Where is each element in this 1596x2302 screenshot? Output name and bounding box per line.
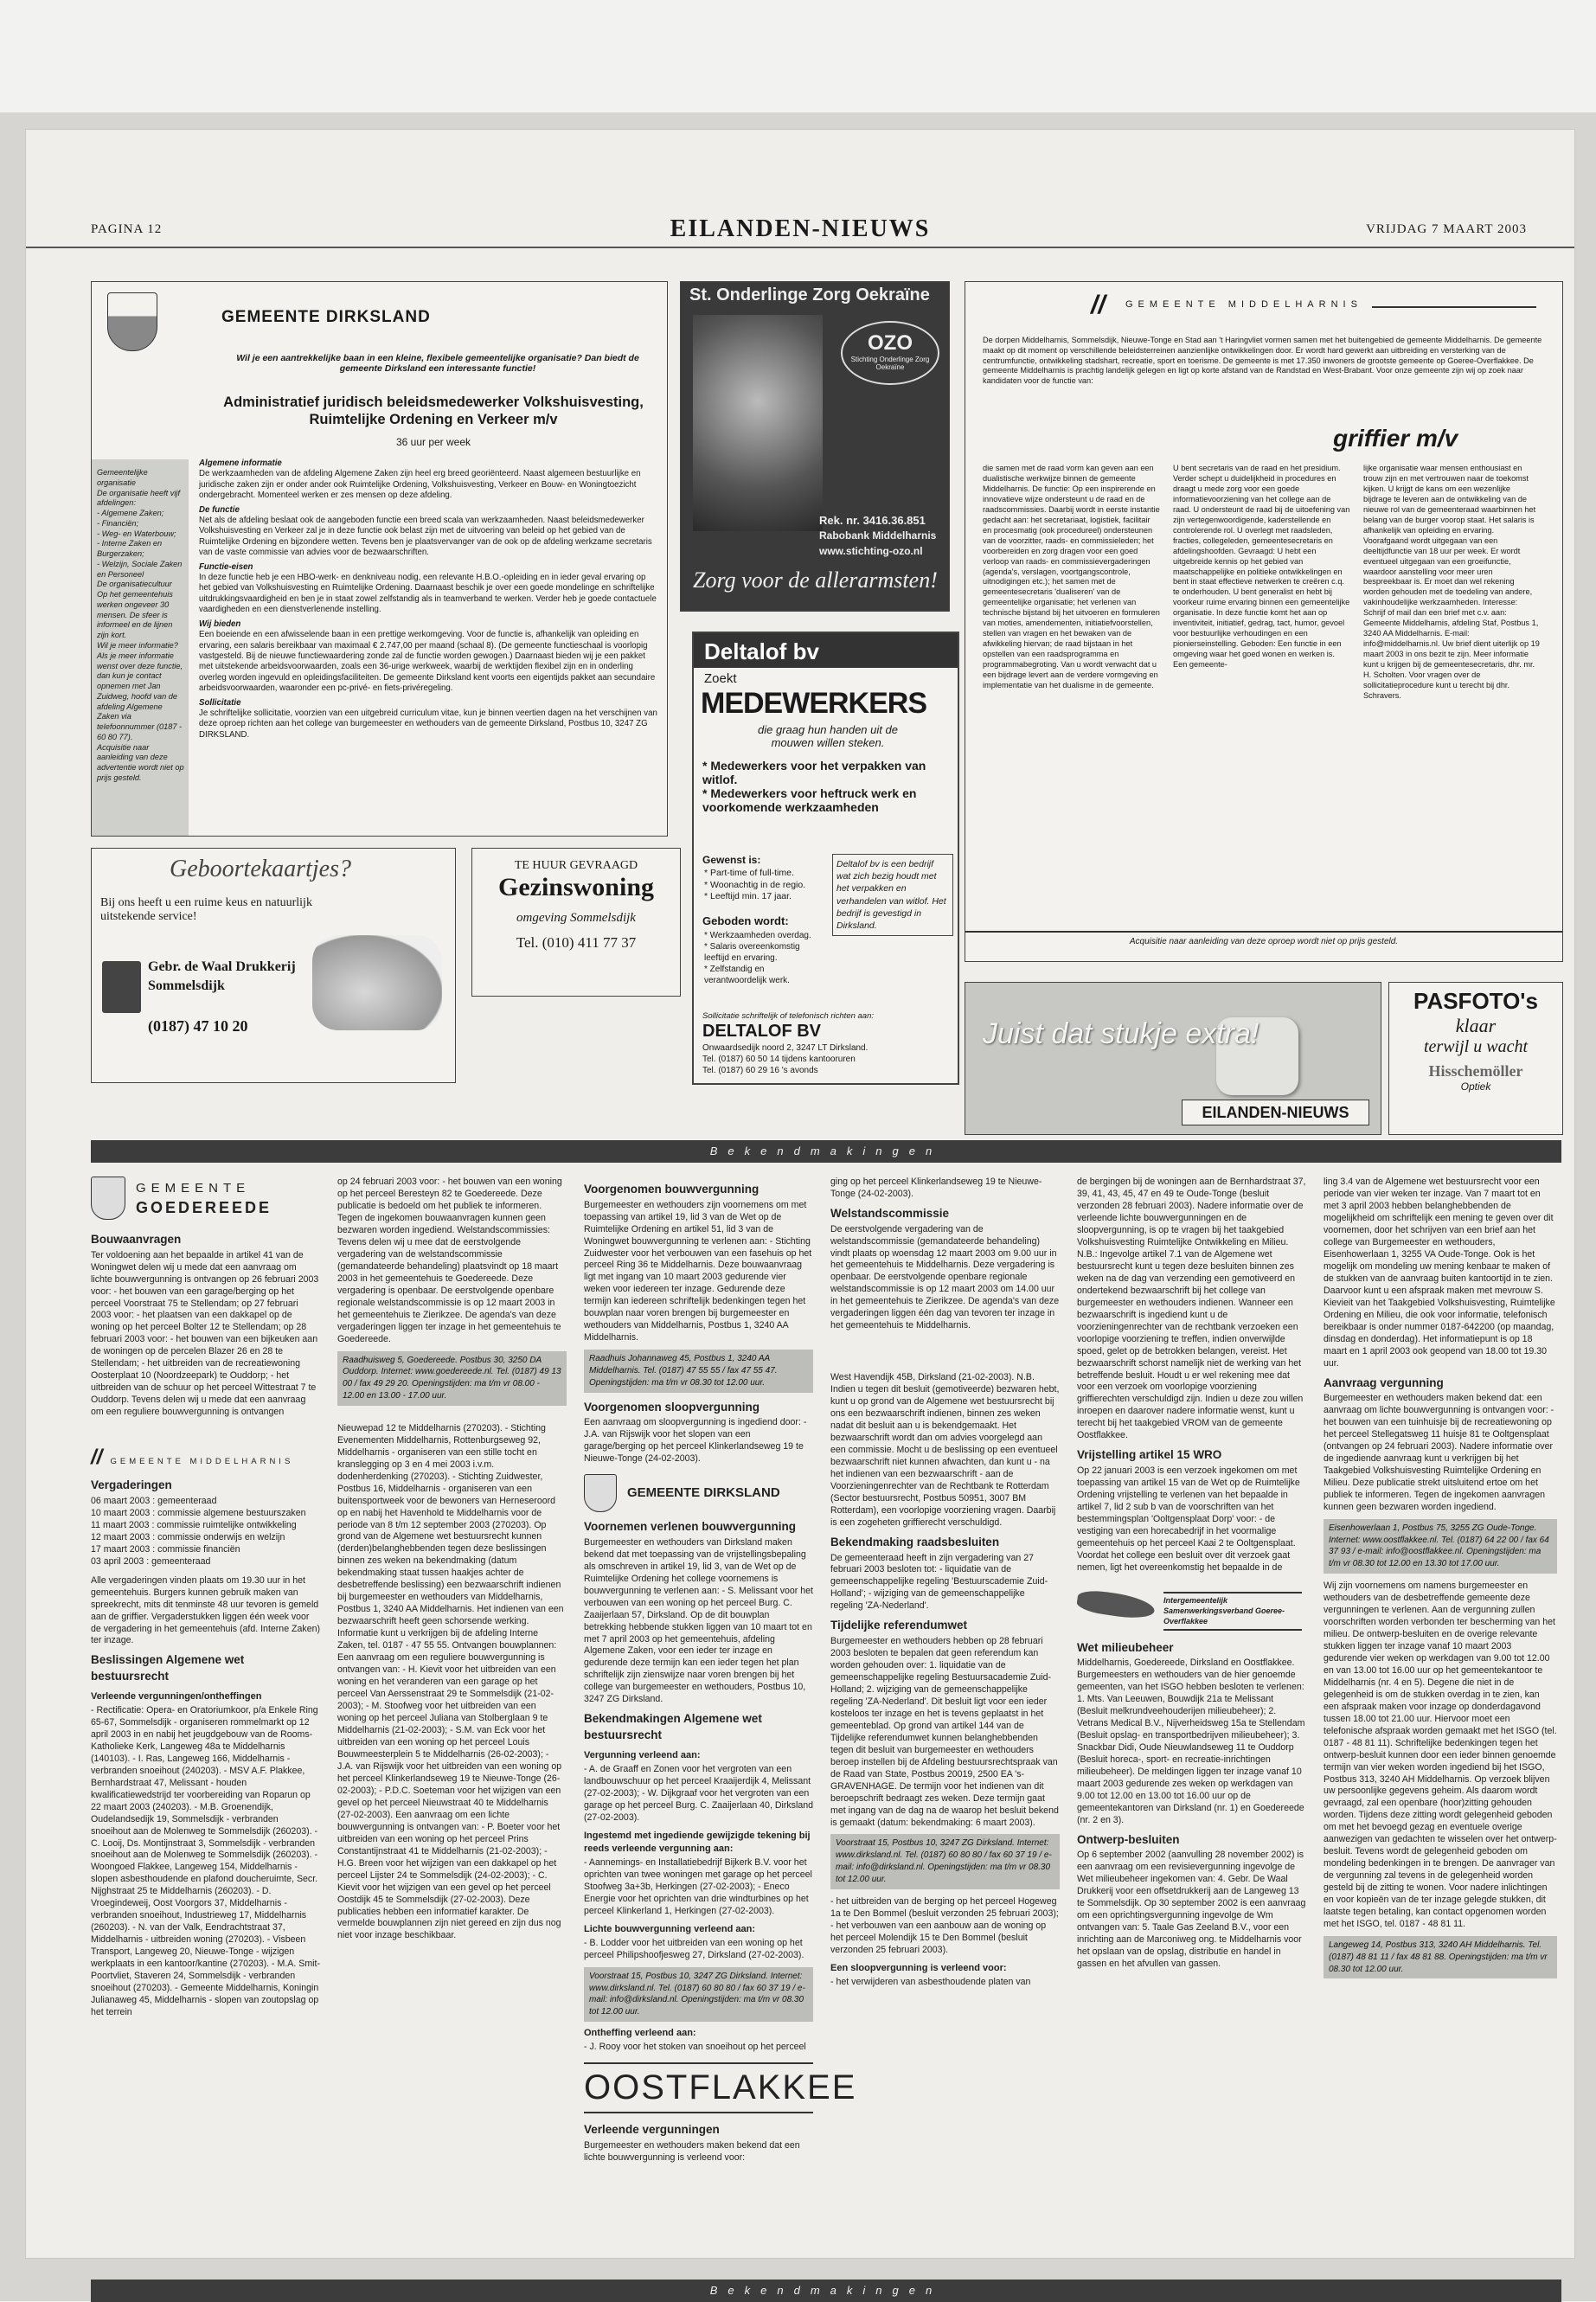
dirksland-coat-of-arms-icon [107,292,157,351]
deltalof-geboden-item: * Salaris overeenkomstig leeftijd en ervaring. [704,942,800,963]
middelharnis-griffier-ad [965,281,1563,962]
deltalof-tel-evening: Tel. (0187) 60 29 16 's avonds [702,1066,818,1075]
middelharnis-acq: Acquisitie naar aanleiding van deze oproep wordt niet op prijs gesteld. [1129,937,1399,946]
c3-heading-4: Bekendmakingen Algemene wet bestuursrecht [584,1712,762,1741]
deltalof-gewenst-item: * Part-time of full-time. [704,868,794,878]
c4-stamp: Voorstraat 15, Postbus 10, 3247 ZG Dirksland. Internet: www.dirksland.nl. Tel. (0187) 60 80 80 / fax 60 37 19 / e-mail: info@dirksland.nl. Openingstijden: ma t/m vr 08.30 tot 12.00 uur. [830,1834,1060,1888]
page-header [26,212,1574,248]
c5-heading-1: Vrijstelling artikel 15 WRO [1077,1448,1222,1462]
baby-photo [312,935,442,1030]
goedereede-col2: op 24 februari 2003 voor: - het bouwen van een woning op het perceel Beresteyn 82 te Goedereede. Deze publicatie is bedoeld om het publiek te informeren. Tegen de ingekomen bouwaanvragen kunnen geen bezwaren worden ingediend. Welstandscommissies: Tevens delen wij u mee dat de eerstvolgende vergadering van de welstandscommissie (gemandateerde behandeling) plaatsvindt op 18 maart 2003 in het gemeentehuis te Goedereede. Deze vergadering is openbaar. De eerstvolgende openbare regionale welstandscommissie is op 12 maart 2003 in het gemeentehuis te Zierikzee. De agenda's van deze vergaderingen liggen ter inzage in het gemeentehuis te Goedereede. [337,1177,562,1344]
dirksland-section-text: Net als de afdeling beslaat ook de aangeboden functie een breed scala van werkzaamheden. Naast beleidsmedewerker Volkshuisvesting en Verkeer zal je in deze functie ook belast zijn met de uitvoering van beleid op het gebied van de Ruimtelijke Ordening en bijzondere wetten. Tevens ben je plaatsvervanger van de ook op de afdeling werkzame secretaris van de vaste commissie van advies voor de bezwaarschriften. [199,516,652,558]
dirksland-sidebar-line: - Algemene Zaken; [97,509,164,518]
pasfoto-company: Hisschemöller [1428,1062,1523,1080]
deltalof-geboden-title: Geboden wordt: [702,914,789,927]
deltalof-ad [692,632,959,1085]
col-6 [1324,1177,1557,1978]
ozo-slogan: Zorg voor de allerarmsten! [693,567,938,593]
dirksland-bek-logo [584,1474,813,1514]
puzzle-text: Juist dat stukje extra! [983,1017,1259,1050]
ozo-bank: Rek. nr. 3416.36.851 [819,514,926,527]
dirksland-sidebar-line: De organisatie heeft vijf afdelingen: [97,488,181,508]
ozo-web[interactable]: www.stichting-ozo.nl [819,545,923,557]
gezinswoning-title: Gezinswoning [497,873,655,901]
col-4 [830,1177,1060,1994]
ozo-logo [841,321,939,385]
deltalof-gewenst [704,868,825,903]
c3-text-7: - B. Lodder voor het uitbreiden van een woning op het perceel Philipshoofjesweg 27, Dirksland (27-02-2003). [584,1937,804,1960]
deltalof-geboden-item: * Werkzaamheden overdag. [704,931,811,940]
dirksland-sidebar-line: De organisatiecultuur [97,580,172,589]
middelharnis-bek-logo [91,1443,320,1472]
dirksland-sidebar-line: - Financiën; [97,518,139,528]
vergunningen-heading: Verleende vergunningen/ontheffingen [91,1690,262,1702]
ozo-logo-text: OZO [868,331,913,355]
goedereede-arms-icon [91,1177,125,1220]
c4-text-2: West Havendijk 45B, Dirksland (21-02-2003). N.B. Indien u tegen dit besluit (gemotiveerde) bezwaren hebt, kunt u op grond van de Algemene wet bestuursrecht bij ons een bezwaarschrift indienen, binnen zes weken nadat dit besluit aan u is bekendgemaakt. Het bezwaarschrift wordt dan om advies voorgelegd aan een commissie. Mocht u de beslissing op een eventueel bezwaarschrift niet kunnen afwachten, dan kunt u - na het indienen van een bezwaarschrift - aan de Voorzieningenrechter van de Rechtbank te Rotterdam (Sector bestuursrecht, Postbus 50951, 3007 BM Rotterdam), een voorlopige voorziening vragen. Daarbij is een zogeheten griffierecht verschuldigd. [830,1372,1060,1528]
gezinswoning-sub: omgeving Sommelsdijk [516,911,636,925]
pasfoto-sub: Optiek [1460,1080,1491,1093]
c3-heading-9: Verleende vergunningen [584,2123,720,2137]
geboorte-company: Gebr. de Waal Drukkerij [148,959,296,974]
c6-stamp-2: Langeweg 14, Postbus 313, 3240 AH Middelharnis. Tel. (0187) 48 81 11 / fax 48 81 88. Openingstijden: ma t/m vr 08.30 tot 12.00 uur. [1324,1936,1557,1978]
dirksland-section-heading: De functie [199,504,240,515]
page-number: PAGINA 12 [91,222,163,236]
geboorte-ad [91,848,456,1083]
ozo-bank-name: Rabobank Middelharnis [819,529,937,542]
isgo-logo-text: Intergemeentelijk Samenwerkingsverband Goeree-Overflakkee [1163,1592,1302,1631]
c3-heading-5: Vergunning verleend aan: [584,1749,701,1760]
deltalof-company: DELTALOF BV [702,1022,822,1041]
vergunningen-list: - Rectificatie: Opera- en Oratoriumkoor, p/a Enkele Ring 65-67, Sommelsdijk - organiseren rommelmarkt op 12 april 2003 in en nabij het jeugdgebouw van de Rooms-Katholieke Kerk, Langeweg 48a te Middelharnis (140103). - I. Ras, Langeweg 166, Middelharnis - verbranden snoeihout (240203). - MSV A.F. Plakkee, Bernhardstraat 47, Melissant - houden kwalificatiewedstrijd ter voorbereiding van Roparun op 22 maart 2003 (240203). - M.B. Groenendijk, Oudelandsedijk 19, Sommelsdijk - verbranden snoeihout aan de Molenweg te Sommelsdijk (260203). - C. Looij, Ds. Montijnstraat 3, Sommelsdijk - verbranden snoeihout aan de Molenweg te Sommelsdijk (260203). - Woongoed Flakkee, Langeweg 154, Middelharnis - slopen asbesthoudende en plafond doucheruimte, Secr. Nijghstraat 25 te Middelharnis (260203). - D. Vroegindeweij, Oost Voorgors 37, Middelharnis - verbranden snoeihout, Industrieweg 17, Middelharnis (260203). - N. van der Valk, Eendrachtstraat 37, Middelharnis - uitbreiden woning (270203). - Visbeen Transport, Langeweg 20, Nieuwe-Tonge - wijzigen werkplaats in een kantoor/kantine (270203). - M.A. Smit-Poortvliet, Staveren 24, Sommelsdijk - verbranden snoeihout (270203). - Gemeente Middelharnis, Koningin Julianaweg 45, Middelharnis - slopen van zoutopslag op het terrein [91,1704,320,2018]
deltalof-bullet: * Medewerkers voor heftruck werk en voorkomende werkzaamheden [702,786,917,815]
middelharnis-logo-mark-icon: // [1091,291,1106,319]
c3-text-8: - J. Rooy voor het stoken van snoeihout op het perceel [584,2042,806,2053]
newspaper-masthead: EILANDEN-NIEUWS [670,215,931,242]
dirksland-body [199,455,657,741]
c6-text-2: Wij zijn voornemens om namens burgemeester en wethouders van de desbetreffende gemeente deze vergunningen te verlenen. Aan de vergunning zullen voorschriften worden verbonden ter bescherming van het milieu. De ontwerp-besluiten en de overige relevante stukken liggen ter inzage vanaf 10 maart 2003 gedurende vier weken op werkdagen van 9.00 tot 12.00 en van 13.00 tot 16.00 uur op het gemeentekantoor te Middelharnis (nr. 4 en 5). Degene die niet in de gelegenheid is om de stukken overdag in te zien, kan een afspraak maken voor inzage op donderdagavond tussen 18.00 tot 21.00 uur. Hiervoor moet een telefonische afspraak worden gemaakt met het ISGO (tel. 0187 - 48 81 11). Schriftelijke bedenkingen tegen het ontwerp-besluit kunnen door een ieder binnen genoemde termijn van vier weken worden ingediend bij het ISGO, Postbus 313, 3240 AH Middelharnis. Op verzoek blijven uw persoonlijke gegevens geheim. Als daarom wordt gevraagd, zal een openbare (hoor)zitting gehouden worden. Tijdens deze zitting wordt gelegenheid geboden om met het bevoegd gezag en eventuele overige aanwezigen van gedachten te wisselen over het ontwerp-besluit. Tevens wordt de gelegenheid geboden om mondeling bedenkingen in te brengen. De aanvrager van de vergunning zal tevens in de gelegenheid worden gesteld bij de zitting te wonen. Voor nadere inlichtingen en voor kopieën van de ter inzage gelegde stukken, dit laatste tegen betaling, kan contact opgenomen worden met het ISGO, tel. 0187 - 48 81 11. [1324,1581,1557,1930]
geboorte-tel: (0187) 47 10 20 [148,1017,248,1035]
isgo-logo [1077,1581,1306,1633]
c4-heading-4: Tijdelijke referendumwet [830,1619,968,1632]
c5-text-1: Op 22 januari 2003 is een verzoek ingekomen om met toepassing van artikel 15 van de Wet op de Ruimtelijke Ordening vrijstelling te verlenen van het bepaalde in artikel 7, lid 2 sub b van de voorschriften van het bestemmingsplan 'Ooltgensplaat Dorp' voor: - de vestiging van een horecabedrijf in het voormalige gemeentehuis op het perceel Kaai 2 te Ooltgensplaat. Voordat het college een besluit over dit verzoek gaat nemen, ligt het overeenkomstig het bepaalde in de [1077,1465,1300,1573]
c4-heading-1: Welstandscommissie [830,1206,950,1220]
deltalof-zoekt: Zoekt [704,671,737,686]
c3-stamp: Raadhuis Johannaweg 45, Postbus 1, 3240 AA Middelharnis. Tel. (0187) 47 55 55 / fax 47 55 47. Openingstijden: ma t/m vr 08.30 tot 12.00 uur. [584,1350,813,1392]
dirksland-section-text: In deze functie heb je een HBO-werk- en denkniveau nodig, een relevante H.B.O.-opleiding en in ieder geval ervaring op het gebied van Volkshuisvesting en Ruimtelijke Ordening. Daarnaast beschik je over een goede mondelinge en schriftelijke uitdrukkingsvaardigheid en ben je in staat zowel zelfstandig als in teamverband te werken. Verder heb je goede contactuele vaardigheden en een dienstverlenende instelling. [199,573,657,615]
dirksland-section-heading: Algemene informatie [199,458,282,468]
pasfoto-l2: terwijl u wacht [1424,1037,1528,1056]
gezinswoning-top: TE HUUR GEVRAAGD [514,859,638,872]
c3-text-9: Burgemeester en wethouders maken bekend dat een lichte bouwvergunning is verleend voor: [584,2140,800,2163]
c6-text-0: ling 3.4 van de Algemene wet bestuursrecht voor een periode van vier weken ter inzage. Van 7 maart tot en met 3 april 2003 hebben belanghebbenden de mogelijkheid om schriftelijk een mening te geven over dit voornemen, door het schrijven van een brief aan het college van Burgemeester en wethouders, Eisenhowerlaan 1, 3255 VA Oude-Tonge. Ook is het mogelijk om mondeling uw mening kenbaar te maken of de stukken van de aanvraag buiten kantoortijd in te zien. Daarvoor kunt u een afspraak maken met mevrouw S. Kievieit van het Taakgebied Volkshuisvesting, Ruimtelijke Ordening en Milieu, die ook voor informatie, telefonisch bereikbaar is onder nummer 0187-642200 (op maandag, dinsdag en donderdag). Het informatiepunt is op 18 maart en 1 april 2003 ook geopend van 18.00 tot 19.30 uur. [1324,1177,1555,1369]
middelharnis-col3: lijke organisatie waar mensen enthousiast en trouw zijn en met vertrouwen naar de toekomst kijken. U krijgt de kans om een wezenlijke bijdrage te leveren aan de ontwikkeling van de nieuwe rol van de gemeenteraad waarbinnen het belang van de burger voorop staat. Het salaris is afhankelijk van opleiding en ervaring. Voorafgaand wordt uitgegaan van een deeltijdfunctie van 18 uur per week. Er wordt eventueel uitgegaan van een groeifunctie, waardoor aanstelling voor meer uren bespreekbaar is. Er moet dan wel rekening worden gehouden met de toedeling van andere, vakinhoudelijke werkzaamheden. Interesse: Schrijf of mail dan een brief met c.v. aan: Gemeente Middelharnis, afdeling Staf, Postbus 1, 3240 AA Middelharnis. E-mail: info@middelharnis.nl. Uw brief dient uiterlijk op 19 maart 2003 in ons bezit te zijn. Meer informatie kunt u krijgen bij de gemeentesecretaris, dhr. mr. H. Scholten. Voor vragen over de sollicitatieprocedure kunt u terecht bij dhr. Schravers. [1363,464,1540,700]
gezinswoning-tel: Tel. (010) 411 77 37 [516,934,637,951]
awb-heading: Beslissingen Algemene wet bestuursrecht [91,1653,245,1683]
deltalof-gewenst-title: Gewenst is: [702,854,761,866]
c5-text-2: Middelharnis, Goedereede, Dirksland en Oostflakkee. Burgemeesters en wethouders van de hier genoemde gemeenten, van het ISGO hebben besloten te verlenen: 1. Mts. Van Leeuwen, Bouwdijk 21a te Melissant (Besluit melkrundveehouderijen milieubeheer); 2. Vetrans Medical B.V., Nijverheidsweg 15a te Stellendam (Besluit opslag- en transportbedrijven milieubeheer); 3. Snackbar Didi, Oude Nieuwlandseweg 11 te Ouddorp (Besluit horeca-, sport- en recreatie-inrichtingen milieubeheer). De meldingen liggen ter inzage vanaf 10 maart 2003 gedurende zes weken op werkdagen van 9.00 tot 12.00 en 13.00 tot 16.00 uur op de gemeentekantoren van Dirksland (nr. 1) en Goedereede (nr. 2 en 3). [1077,1658,1305,1825]
dirksland-job-ad [91,281,668,837]
meeting-item: 10 maart 2003 : commissie algemene bestuurszaken [91,1507,306,1518]
deltalof-tel: Tel. (0187) 60 50 14 tijdens kantooruren [702,1055,856,1064]
deltalof-big: MEDEWERKERS [701,687,927,720]
ozo-logo-sub: Stichting Onderlinge Zorg Oekraïne [850,356,930,371]
dirksland-sidebar-text [97,468,185,784]
middelharnis-col1: die samen met de raad vorm kan geven aan een dualistische werkwijze binnen de gemeente Middelharnis. De functie: Op een inspirerende en innovatieve wijze ondersteunt u de raad en de raadscommissies. Daarbij wordt in eerste instantie gedacht aan: het secretariaat, logistiek, facilitair en procesmatig (ook procedureel) ondersteunen van de voorzitter, raads- en commissieleden; het voorbereiden en zorg dragen voor een goed verloop van raads- en commissievergaderingen (agenda's, verslagen, voortgangscontrole, uitnodigingen etc.); het samen met de gemeentesecretaris 'dualiseren' van de gemeentelijke organisatie; het verlenen van technische bijstand bij het uitvoeren en formuleren van moties, amendementen, initiatiefvoorstellen, stellen van vragen en het bewaken van de afwikkeling hiervan; de raad bijstaan in het opstellen van een raadsprogramma en programmabegroting. Van u wordt verwacht dat u een bijdrage levert aan de verdere vormgeving en implementatie van het dualisme in de gemeente. [983,464,1160,690]
dirksland-section-text: Een boeiende en een afwisselende baan in een prettige werkomgeving. Voor de functie is, afhankelijk van opleiding en ervaring, een salaris bereikbaar van maximaal € 2.747,00 per maand (schaal 8). (De gemeente functieschaal is voorlopig vastgesteld. Bij de nieuwe functiewaardering zonde zal de functie worden gewogen.) Daarnaast bieden wij je een pakket met uitstekende arbeidsvoorwaarden, zoals een 36-urige werkweek, waarbij de werktijden flexibel zijn en in onderling overleg worden ingevuld en opleidingsfaciliteiten. De gemeente Dirksland kent voorts een eigentijds pakket aan secundaire arbeidsvoorwaarden, waaronder een pc-privé- en fiets-privéregeling. [199,630,656,694]
issue-date: VRIJDAG 7 MAART 2003 [1366,222,1527,236]
deltalof-geboden [704,930,825,986]
c4-text-3: De gemeenteraad heeft in zijn vergadering van 27 februari 2003 besloten tot: - liquidatie van de gemeenschappelijke regeling 'Bestuurscademie Zuid-Holland'; - wijziging van de gemeenschappelijke regeling 'ZA-Nederland'. [830,1552,1048,1612]
dirksland-bek-arms-icon [584,1474,617,1512]
bekendmakingen-banner-bottom: Bekendmakingen [91,2280,1561,2302]
dirksland-sidebar-line: Op het gemeentehuis werken ongeveer 30 mensen. De sfeer is informeel en de lijnen zijn kort. [97,590,173,640]
bekendmakingen-banner-top: Bekendmakingen [91,1140,1561,1163]
middelharnis-job: griffier m/v [1333,425,1458,452]
c3-text-1: Burgemeester en wethouders zijn voornemens om met toepassing van artikel 19, lid 3 van de Wet op de Ruimtelijke Ordening en artikel 51, lid 3 van de Woningwet bouwvergunning te verlenen aan: - Stichting Zuidwester voor het verbouwen van een fasehuis op het perceel Ring 36 te Middelharnis. Deze bouwaanvraag ligt met ingang van 10 maart 2003 gedurende vier weken voor iedereen ter inzage. Gedurende deze termijn kan iedereen schriftelijk bedenkingen tegen het bouwplan naar voren brengen bij burgemeester en wethouders van Middelharnis, Postbus 1, 3240 AA Middelharnis. [584,1199,812,1343]
c5-heading-2: Wet milieubeheer [1077,1640,1174,1654]
drukkerij-logo-icon [102,961,141,1013]
c6-text-1: Burgemeester en wethouders maken bekend dat: een aanvraag om lichte bouwvergunning is ontvangen voor: - het bouwen van een tuinhuisje bij de recreatiewoning op het perceel Stellegatsweg 11 huisje 81 te Ooltgensplaat (ontvangen op 24 februari 2003). Nadere informatie over de ingediende aanvraag kunt u verkrijgen bij het Taakgebied Volkshuisvesting Ruimtelijke Ordening en Milieu. Deze publicatie strekt uitsluitend ertoe om het publiek te informeren. Tegen de ingekomen aanvragen kunnen geen bezwaren worden ingediend. [1324,1393,1554,1512]
middelharnis-bek-mark-icon: // [91,1446,103,1470]
middelharnis-bek-col2: Nieuwepad 12 te Middelharnis (270203). - Stichting Evenementen Middelharnis, Rottenburgseweg 92, Middelharnis - organiseren van een stille tocht en kranslegging op 3 en 4 mei 2003 i.v.m. dodenherdenking (270203). - Stichting Zuidwester, Postbus 16, Middelharnis - organiseren van een buitensportweek voor de bewoners van Herneseroord op en nabij het Havenhold te Middelharnis voor de periode van 8 t/m 12 september 2003 (270203). Op grond van de Algemene wet bestuursrecht kunnen (derden)belanghebbenden tegen deze beslissingen binnen zes weken na bekendmaking (datum bekendmaking staat tussen haakjes achter de desbetreffende beslissing) een bezwaarschrift indienen bij burgemeester en wethouders van Middelharnis, Postbus 1, 3240 AA Middelharnis. Het indienen van een bezwaarschrift heeft geen schorsende werking. Informatie kunt u verkrijgen bij de afdeling Interne Zaken, tel. 0187 - 47 55 55. Ontvangen bouwplannen: Een aanvraag om een reguliere bouwvergunning is ontvangen van: - H. Kievit voor het uitbreiden van een woning en het veranderen van een garage op het perceel Van Aerssenstraat 29 te Sommelsdijk (21-02-2003); - M. Stoofweg voor het uitbreiden van een woning op het perceel Juliana van Stolberglaan 9 te Middelharnis (21-02-2003); - S.M. van Eck voor het uitbreiden van een woning op het perceel Louis Bouwmeesterplein 5 te Middelharnis (26-02-2003); - J.A. van Rijswijk voor het uitbreiden van een woning op het perceel Klinkerlandseweg 19 te Nieuwe-Tonge (26-02-2003); - P.D.C. Soeteman voor het wijzigen van een gevel op het perceel Nieuwstraat 40 te Middelharnis (27-02-2003). Een aanvraag om een lichte bouwvergunning is ontvangen van: - P. Boeter voor het uitbreiden van een woning op het perceel Prins Constantijnstraat 41 te Middelharnis (21-02-2003); - H.G. Breen voor het wijzigen van een dakkapel op het perceel Lijster 24 te Sommelsdijk (24-02-2003); - C. Kievit voor het wijzigen van een gevel op het perceel Oostdijk 45 te Sommelsdijk (27-02-2003). Deze publicaties hebben een informatief karakter. De vermelde bouwplannen zijn niet gereed en zijn dus nog niet voor inzage beschikbaar. [337,1422,564,1941]
geboorte-place: Sommelsdijk [148,978,225,993]
goedereede-logo-name: GOEDEREEDE [136,1199,272,1216]
middelharnis-col2: U bent secretaris van de raad en het presidium. Verder schept u duidelijkheid in procedures en draagt u mede zorg voor een goede informatievoorziening van het college aan de raad. U ondersteunt de raad bij de uitoefening van zijn vertegenwoordigende, kaderstellende en controlerende rol. U overlegt met raadsleden, fracties, collegeleden, gemeentesecretaris en afdelingshoofden. Gevraagd: U hebt een uitgebreide kennis op het gebied van maatschappelijke en politieke ontwikkelingen en bent in staat effectieve netwerken te creëren c.q. te onderhouden. U bent generalist en hebt bij voorkeur ruime ervaring binnen een gemeentelijke organisatie. In deze functie komt het aan op inventiviteit, initiatief, gedrag, tact, humor, gevoel voor bestuurlijke verhoudingen en een pionierseinstelling. Geboden: Een functie in een omgeving waar het goed wonen en werken is. Een gemeente- [1173,464,1350,670]
pasfoto-title: PASFOTO's [1413,988,1538,1014]
c3-heading-6: Ingestemd met ingediende gewijzigde tekening bij reeds verleende vergunning aan: [584,1830,811,1854]
meeting-item: 06 maart 2003 : gemeenteraad [91,1495,217,1506]
meeting-item: 03 april 2003 : gemeenteraad [91,1555,211,1567]
dirksland-hours: 36 uur per week [395,436,471,448]
dirksland-sidebar-line: - Welzijn, Sociale Zaken en Personeel [97,559,183,579]
geboorte-title: Geboortekaartjes? [170,856,351,882]
meeting-item: 12 maart 2003 : commissie onderwijs en welzijn [91,1531,285,1542]
goedereede-heading: Bouwaanvragen [91,1233,182,1246]
c4-text-0: ging op het perceel Klinkerlandseweg 19 te Nieuwe-Tonge (24-02-2003). [830,1177,1042,1199]
newspaper-page [26,130,1574,2297]
c3-text-6: - Aannemings- en Installatiebedrijf Bijkerk B.V. voor het oprichten van twee woningen met garage op het perceel Stoofweg 3a+3b, Herkingen (27-02-2003); - Eneco Energie voor het oprichten van drie windturbines op het perceel Klinkerland 1, Herkingen (27-02-2003). [584,1856,812,1916]
dirksland-sidebar-line: Gemeentelijke organisatie [97,468,148,487]
gezinswoning-ad [471,848,681,997]
dirksland-section-heading: Sollicitatie [199,697,241,708]
c3-heading-2: Voorgenomen sloopvergunning [584,1400,760,1414]
puzzle-ad [965,982,1381,1135]
vergaderingen-heading: Vergaderingen [91,1478,172,1492]
pasfoto-l1: klaar [1455,1015,1497,1036]
dirksland-sidebar-line: - Interne Zaken en Burgerzaken; [97,539,163,559]
col-goedereede [91,1177,320,2024]
ozo-title: St. Onderlinge Zorg Oekraïne [689,285,930,305]
dirksland-section-heading: Functie-eisen [199,561,253,572]
c3-heading-1: Voorgenomen bouwvergunning [584,1183,760,1196]
deltalof-apply: Sollicitatie schriftelijk of telefonisch richten aan: [702,1011,875,1021]
c3-text-3: Burgemeester en wethouders van Dirksland maken bekend dat met toepassing van de vrijstellingsbepaling als omschreven in artikel 19, lid 3, van de Wet op de Ruimtelijke Ordening het college voornemens is bouwvergunning te verlenen aan: - S. Melissant voor het verbouwen van een woning op het perceel Burg. C. Zaaijerlaan 57, Dirksland. Op de dit bouwplan betrekking hebbende stukken liggen van 10 maart tot en met 7 april 2003 op het gemeentehuis, afdeling Algemene Zaken, voor een ieder ter inzage en gedurende deze termijn kan een ieder tegen het plan schriftelijk zijn zienswijze naar voren brengen bij het college van burgemeester en wethouders, Postbus 10, 3247 ZG Dirksland. [584,1536,813,1705]
deltalof-address: Onwaardsedijk noord 2, 3247 LT Dirksland. [702,1043,869,1053]
deltalof-name: Deltalof bv [704,638,819,664]
deltalof-gewenst-item: * Leeftijd min. 17 jaar. [704,891,792,902]
c4-text-5: - het uitbreiden van de berging op het perceel Hogeweg 1a te Den Bommel (besluit verzonden 25 februari 2003); - het verbouwen van een aanbouw aan de woning op het perceel Molendijk 15 te Den Bommel (besluit verzonden 25 februari 2003). [830,1895,1059,1955]
meeting-item: 11 maart 2003 : commissie ruimtelijke ontwikkeling [91,1519,297,1530]
dirksland-section-heading: Wij bieden [199,619,241,629]
middelharnis-logo: GEMEENTE MIDDELHARNIS [1125,299,1362,310]
col-2 [337,1177,567,1947]
col-5 [1077,1177,1306,1976]
middelharnis-acq-band [965,931,1562,933]
deltalof-sub: die graag hun handen uit de mouwen willen steken. [758,723,898,749]
c4-heading-6: Een sloopvergunning is verleend voor: [830,1962,1007,1973]
island-map-icon [1076,1588,1157,1621]
meeting-item: 17 maart 2003 : commissie financiën [91,1543,240,1555]
vergaderingen-list [91,1496,320,1568]
c4-text-6: - het verwijderen van asbesthoudende platen van [830,1976,1031,1987]
dirksland-bek-title: GEMEENTE DIRKSLAND [627,1485,780,1501]
c3-text-2: Een aanvraag om sloopvergunning is ingediend door: - J.A. van Rijswijk voor het slopen van een garage/berging op het perceel Klinkerlandseweg 19 te Nieuwe-Tonge (24-02-2003). [584,1417,807,1465]
oostflakkee-logo: OOSTFLAKKEE [584,2062,813,2113]
ozo-ad [680,281,950,612]
c3-text-5: - A. de Graaff en Zonen voor het vergroten van een landbouwschuur op het perceel Kraaijerdijk 4, Melissant (27-02-2003); - W. Dijkgraaf voor het vergroten van een garage op het perceel Burg. C. Zaaijerlaan 40, Dirksland (27-02-2003). [584,1763,813,1823]
dirksland-sidebar-line: - Weg- en Waterbouw; [97,529,176,538]
goedereede-logo-top: GEMEENTE [136,1181,251,1196]
c6-heading-1: Aanvraag vergunning [1324,1375,1444,1389]
c5-text-0: de bergingen bij de woningen aan de Bernhardstraat 37, 39, 41, 43, 45, 47 en 49 te Oude-Tonge (besluit verzonden 28 februari 2003). Nadere informatie over de verleende lichte bouwvergunningen en de sloopvergunning, is op te vragen bij het taakgebied Volkshuisvesting Ruimtelijke Ontwikkeling en Milieu. N.B.: Ingevolge artikel 7.1 van de Algemene wet bestuursrecht kunt u tegen deze besluiten binnen zes weken na de dag van verzending een gemotiveerd en ondertekend bezwaarschrift bij het college van burgemeester en wethouders indienen. Wanneer een bezwaarschrift is ingediend kunt u de voorzieningenrechter van de rechtbank verzoeken een voorlopige voorziening te treffen, indien onverwijlde spoed, gelet op de betrokken belangen, vereist. Het bezwaarschrift schorst namelijk niet de werking van het betreffende besluit. Houdt u er wel rekening mee dat voor een verzoek om voorlopige voorziening griffierechten verschuldigd zijn. Indien u deze zou willen inroepen en daarover nadere informatie wenst, kunt u terecht bij het taakgebied VROM van de gemeente Oostflakkee. [1077,1177,1306,1441]
deltalof-side: Deltalof bv is een bedrijf wat zich bezig houdt met het verpakken en verhandelen van witlof. Het bedrijf is gevestigd in Dirksland. [832,854,953,936]
dirksland-section-text: De werkzaamheden van de afdeling Algemene Zaken zijn heel erg breed georiënteerd. Naast algemeen bestuurlijke en juridische zaken zijn er onder ander ook Ruimtelijke Ordening, Volkshuisvesting, Verkeer en Bouw- en Woningtoezicht ondergebracht. Momenteel werken er zes mensen op deze afdeling. [199,469,641,501]
goedereede-text: Ter voldoening aan het bepaalde in artikel 41 van de Woningwet delen wij u mede dat een aanvraag om lichte bouwvergunning is ontvangen op 26 februari 2003 voor: - het bouwen van een garage/berging op het perceel Voorstraat 75 te Stellendam; op 27 februari 2003 voor: - het plaatsen van een dakkapel op de woning op het perceel Bolter 12 te Stellendam; op 28 februari 2003 voor: - het bouwen van een bijkeuken aan de woningen op de percelen Blazer 26 en 28 te Stellendam; - het uitbreiden van de recreatiewoning Oosterplaat 10 (Noordzeepark) te Ouddorp; - het uitbreiden van de schuur op het perceel Wittestraat 7 te Ouddorp. Tevens delen wij u mede dat een aanvraag om een reguliere bouwvergunning is ontvangen [91,1249,319,1418]
col-3 [584,1177,857,2170]
c6-stamp: Eisenhowerlaan 1, Postbus 75, 3255 ZG Oude-Tonge. Internet: www.oostflakkee.nl. Tel. (0187) 64 22 00 / fax 64 37 93 / e-mail: info@oostflakkee.nl. Openingstijden: ma t/m vr 08.30 tot 12.00 en 13.30 tot 17.00 uur. [1324,1519,1557,1574]
pasfoto-ad [1388,982,1563,1135]
c5-heading-3: Ontwerp-besluiten [1077,1832,1180,1846]
dirksland-intro: Wil je een aantrekkelijke baan in een kleine, flexibele gemeentelijke organisatie? Dan biedt de gemeente Dirksland een interessante functie! [236,353,639,374]
middelharnis-bek-logo-text: GEMEENTE MIDDELHARNIS [110,1457,294,1467]
c3-heading-7: Lichte bouwvergunning verleend aan: [584,1923,756,1934]
c4-text-4: Burgemeester en wethouders hebben op 28 februari 2003 besloten te bepalen dat geen referendum kan worden gehouden over: 1. liquidatie van de gemeenschappelijke regeling Bestuursacademie Zuid-Holland; 2. wijziging van de gemeenschappelijke regeling 'ZA-Nederland'. Dit besluit ligt voor een ieder kosteloos ter inzage en het is tevens geplaatst in het gemeenteblad. Op grond van artikel 144 van de Tijdelijke referendumwet kunnen belanghebbenden tegen dit besluit van burgemeester en wethouders beroep instellen bij de Afdeling bestuursrechtspraak van de Raad van State, Postbus 20019, 2500 EA 's-GRAVENHAGE. De termijn voor het indienen van dit beroepschrift bedraagt zes weken. Deze termijn gaat met ingang van de dag na de waarop het besluit bekend is gemaakt (datum: bekendmaking: 6 maart 2003). [830,1635,1059,1828]
c3-heading-8: Ontheffing verleend aan: [584,2028,696,2039]
c3-heading-3: Voornemen verlenen bouwvergunning [584,1520,797,1534]
ozo-photo [693,315,823,531]
dirksland-title: GEMEENTE DIRKSLAND [221,308,431,326]
dirksland-section-text: Je schriftelijke sollicitatie, voorzien van een uitgebreid curriculum vitae, kun je binnen veertien dagen na het verschijnen van deze oproep richten aan het college van burgemeester en wethouders van de gemeente Dirksland, Postbus 10, 3247 ZG DIRKSLAND. [199,708,657,740]
geboorte-text: Bij ons heeft u een ruime keus en natuurlijk uitstekende service! [100,896,312,923]
middelharnis-logo-line [1372,306,1536,308]
middelharnis-intro: De dorpen Middelharnis, Sommelsdijk, Nieuwe-Tonge en Stad aan 't Haringvliet vormen samen met het buitengebied de gemeente Middelharnis. De gemeente maakt op dit moment op verschillende beleidsterreinen aanzienlijke ontwikkelingen door. Er wordt hard gewerkt aan uitbreiding en versterking van de centrumfunctie, ontwikkeling stadshart, recreatie, sport en toerisme. De gemeente is met 17.350 inwoners de grootste gemeente op Goeree-Overflakkee. De gemeente Middelharnis is prachtig landelijk gelegen en ligt op korte afstand van de Randstad en West-Brabant. Voor onze gemeente zijn wij op zoek naar kandidaten voor de functie van: [983,336,1542,386]
puzzle-paper: EILANDEN-NIEUWS [1182,1100,1369,1125]
goedereede-logo [91,1177,320,1227]
deltalof-bullets [702,759,945,814]
c5-text-3: Op 6 september 2002 (aanvulling 28 november 2002) is een aanvraag om een revisievergunning ingevolge de Wet milieubeheer ingekomen van: 4. Gebr. De Waal Drukkerij voor een offsetdrukkerij aan de Langeweg 13 te Sommelsdijk. Op 30 september 2002 is een aanvraag om een oprichtingsvergunning ingevolge de Wm ontvangen van: 5. Taale Gas Zeeland B.V., voor een inrichting aan de Marconiweg ong. te Middelharnis voor het opslaan van de opslag, distributie en handel in gassen en het afvullen van gassen. [1077,1850,1306,1970]
deltalof-geboden-item: * Zelfstandig en verantwoordelijk werk. [704,965,790,985]
c4-text-1: De eerstvolgende vergadering van de welstandscommissie (gemandateerde behandeling) vindt plaats op woensdag 12 maart 2003 om 9.00 uur in het gemeentehuis te Middelharnis. Deze vergadering is openbaar. De eerstvolgende openbare regionale welstandscommissie is op 12 maart 2003 om 14.00 uur in het gemeentehuis te Zierikzee. De agenda's van deze vergaderingen liggen één dag van tevoren ter inzage in het gemeentehuis te Middelharnis. [830,1223,1060,1331]
dirksland-sidebar-line: Wil je meer informatie? [97,641,178,651]
goedereede-stamp: Raadhuisweg 5, Goedereede. Postbus 30, 3250 DA Ouddorp. Internet: www.goedereede.nl. Tel. (0187) 49 13 00 / fax 49 29 20. Openingstijden: ma t/m vr 08.00 - 12.00 en 13.00 - 17.00 uur. [337,1351,567,1406]
dirksland-job-title: Administratief juridisch beleidsmedewerker Volkshuisvesting, Ruimtelijke Ordening en Verkeer m/v [223,394,644,427]
dirksland-sidebar-line: Acquisitie naar aanleiding van deze advertentie wordt niet op prijs gesteld. [97,742,184,782]
deltalof-bullet: * Medewerkers voor het verpakken van witlof. [702,759,926,787]
dirksland-sidebar-line: Als je meer informatie wenst over deze functie, dan kun je contact opnemen met Jan Zuidweg, hoofd van de afdeling Algemene Zaken via telefoonnummer (0187 - 60 80 77). [97,651,183,741]
c4-heading-3: Bekendmaking raadsbesluiten [830,1535,1000,1549]
vergaderingen-text: Alle vergaderingen vinden plaats om 19.30 uur in het gemeentehuis. Burgers kunnen gebruik maken van spreekrecht, mits dit tenminste 48 uur tevoren is gemeld aan de griffier. Vergaderstukken liggen één week voor de vergadering in het gemeentehuis (afd. Interne Zaken) ter inzage. [91,1574,321,1646]
c3-stamp-2: Voorstraat 15, Postbus 10, 3247 ZG Dirksland. Internet: www.dirksland.nl. Tel. (0187) 60 80 80 / fax 60 37 19 / e-mail: info@dirksland.nl. Openingstijden: ma t/m vr 08.30 tot 12.00 uur. [584,1967,813,2022]
deltalof-gewenst-item: * Woonachtig in de regio. [704,879,806,890]
